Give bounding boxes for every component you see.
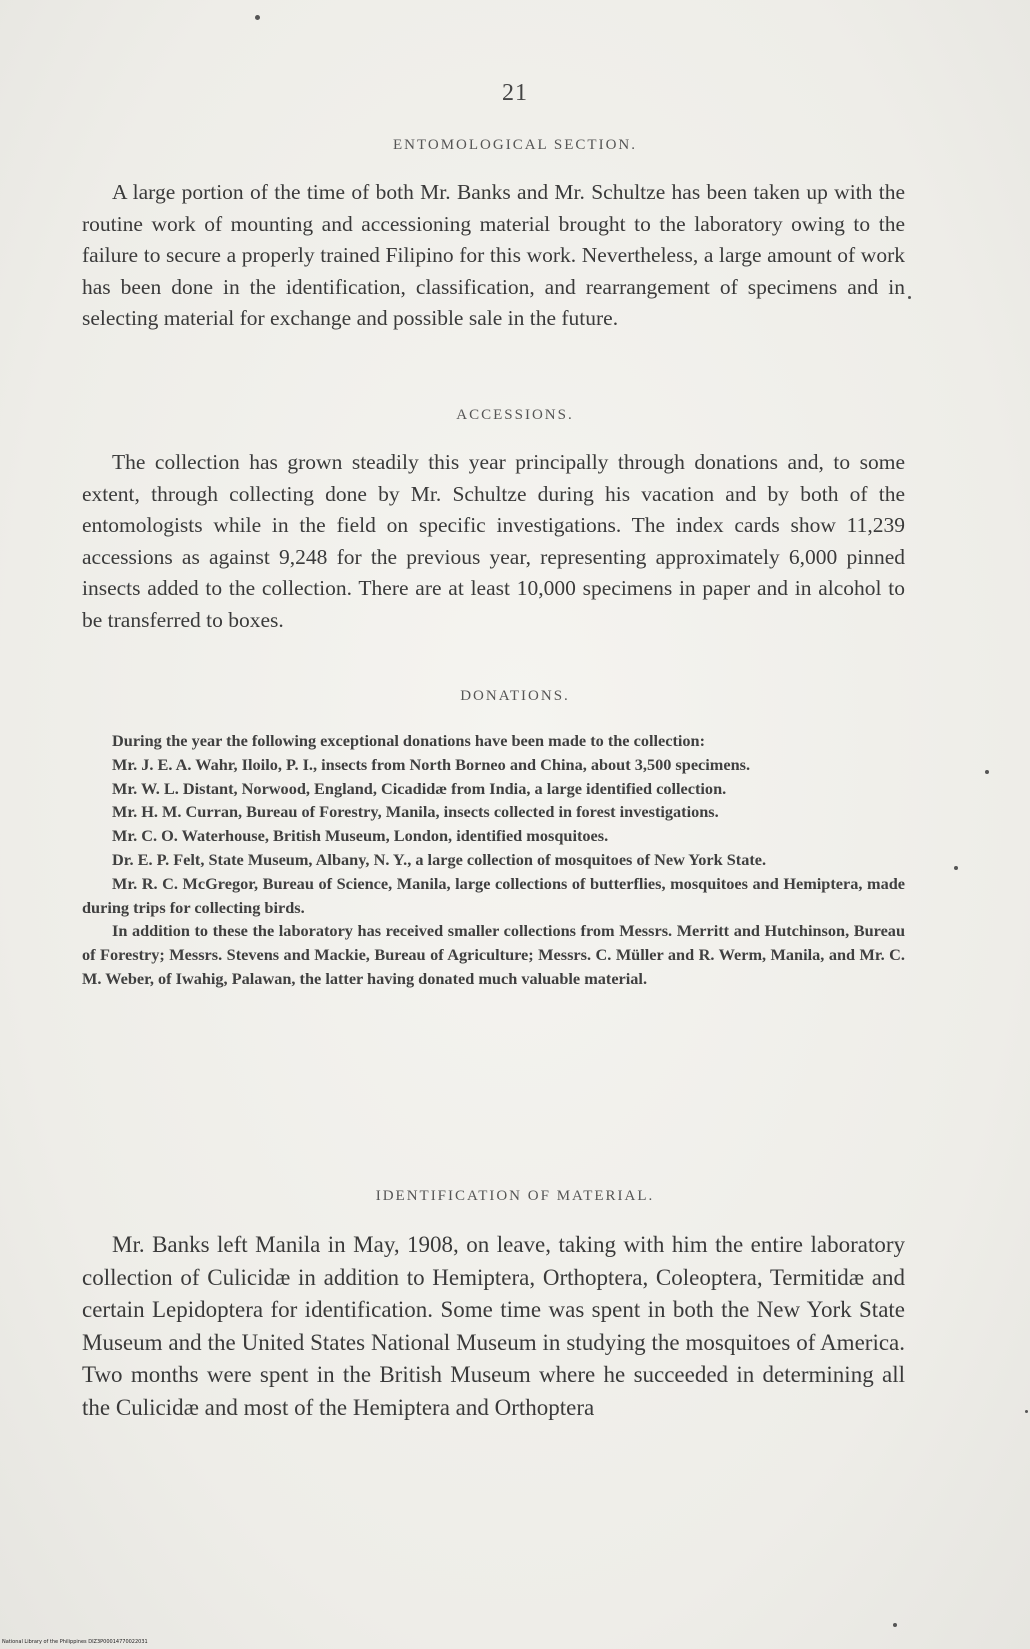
heading-donations: DONATIONS. xyxy=(460,688,570,704)
paragraph-identification-text: Mr. Banks left Manila in May, 1908, on leave, taking with him the entire laboratory collection of Culicidæ in addition to Hemiptera, Orthoptera, Coleoptera, Termitidæ and certain Lepidoptera for identification. Some time was spent in both the New York State Museum and the United States National Museum in studying the mosquitoes of America. Two months were spent in the British Museum where he succeeded in determining all the Culicidæ and most of the Hemiptera and Orthoptera xyxy=(82,1232,905,1420)
scan-speck xyxy=(908,296,911,299)
scan-speck xyxy=(954,866,958,870)
page-number: 21 xyxy=(502,80,528,106)
scan-speck xyxy=(1025,1410,1028,1413)
donation-item: Dr. E. P. Felt, State Museum, Albany, N. Y., a large collection of mosquitoes of New York State. xyxy=(112,849,767,869)
paragraph-identification xyxy=(82,1229,905,1424)
donations-intro: During the year the following exceptional donations have been made to the collection: xyxy=(112,731,706,750)
donation-item: In addition to these the laboratory has received smaller collections from Messrs. Merritt and Hutchinson, Bureau of Forestry; Messrs. Stevens and Mackie, Bureau of Agriculture; Messrs. C. Müller and R. Werm, Manila, and Mr. C. M. Weber, of Iwahig, Palawan, the latter having donated much valuable material. xyxy=(82,921,905,988)
scan-speck xyxy=(893,1623,897,1627)
donation-item: Mr. R. C. McGregor, Bureau of Science, Manila, large collections of butterflies, mosquitoes and Hemiptera, made during trips for collecting birds. xyxy=(82,873,905,917)
heading-identification-of-material: IDENTIFICATION OF MATERIAL. xyxy=(375,1188,655,1204)
heading-accessions: ACCESSIONS. xyxy=(456,407,574,423)
donation-item: Mr. C. O. Waterhouse, British Museum, London, identified mosquitoes. xyxy=(112,826,609,846)
paragraph-entomological xyxy=(82,177,905,335)
donation-item: Mr. J. E. A. Wahr, Iloilo, P. I., insects from North Borneo and China, about 3,500 specimens. xyxy=(112,754,751,774)
scan-footer-label: National Library of the Philippines DIZ3P00014770022031 xyxy=(2,1639,148,1645)
scan-speck xyxy=(255,15,260,20)
donation-item: Mr. H. M. Curran, Bureau of Forestry, Manila, insects collected in forest investigations. xyxy=(112,802,719,822)
paragraph-entomological-text: A large portion of the time of both Mr. Banks and Mr. Schultze has been taken up with the routine work of mounting and accessioning material brought to the laboratory owing to the failure to secure a properly trained Filipino for this work. Nevertheless, a large amount of work has been done in the identification, classification, and rearrangement of specimens and in selecting material for exchange and possible sale in the future. xyxy=(82,180,905,330)
heading-entomological-section: ENTOMOLOGICAL SECTION. xyxy=(393,137,637,153)
paragraph-accessions-text: The collection has grown steadily this year principally through donations and, to some extent, through collecting done by Mr. Schultze during his vacation and by both of the entomologists while in the field on specific investigations. The index cards show 11,239 accessions as against 9,248 for the previous year, representing approximately 6,000 pinned insects added to the collection. There are at least 10,000 specimens in paper and in alcohol to be transferred to boxes. xyxy=(82,450,905,632)
donations-list xyxy=(82,729,905,991)
scan-speck xyxy=(985,770,989,774)
paragraph-accessions xyxy=(82,447,905,636)
donation-item: Mr. W. L. Distant, Norwood, England, Cicadidæ from India, a large identified collection. xyxy=(112,778,727,798)
